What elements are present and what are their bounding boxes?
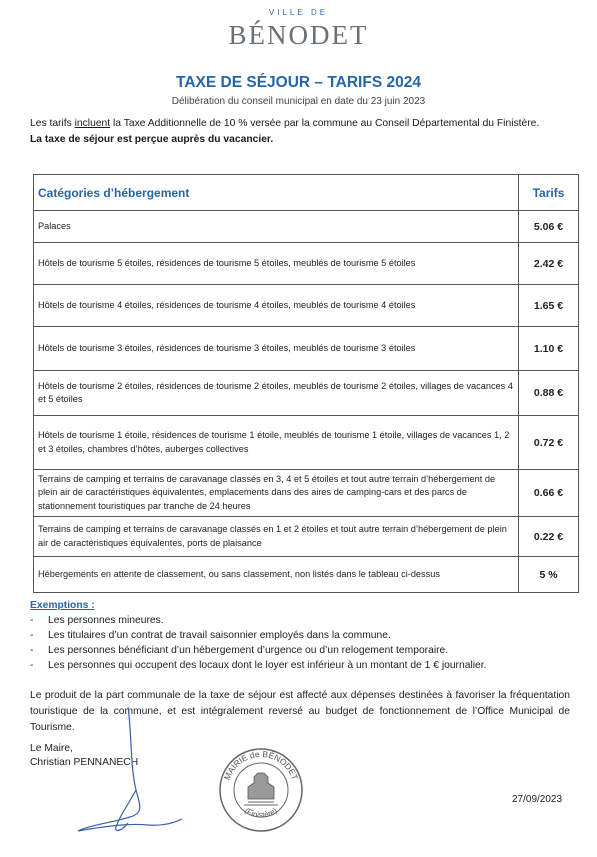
- intro-text: [30, 116, 578, 148]
- bullet-dash: -: [30, 630, 34, 641]
- table-header-row: [34, 175, 579, 211]
- page-subtitle: Délibération du conseil municipal en date du 23 juin 2023: [171, 96, 426, 107]
- exemptions-title: Exemptions :: [30, 600, 95, 611]
- signatory-role: Le Maire,: [30, 743, 73, 754]
- table-row: [34, 371, 579, 416]
- commune-logo: [0, 8, 597, 51]
- intro-line-2: La taxe de séjour est perçue auprès du vacancier.: [30, 134, 274, 145]
- row-tarif: 0.88 €: [519, 371, 579, 416]
- signatory-name: Christian PENNANECH: [30, 757, 139, 768]
- row-tarif: 2.42 €: [519, 243, 579, 285]
- header-categories: Catégories d’hébergement: [34, 175, 519, 211]
- table-row: [34, 470, 579, 517]
- table-row: [34, 327, 579, 371]
- row-category: Terrains de camping et terrains de caravanage classés en 3, 4 et 5 étoiles et tout autre terrain d’hébergement de plein air de caractéristiques équivalentes, emplacements dans des aires de camping-cars et des parcs de stationnement touristiques par tranche de 24 heures: [34, 470, 519, 517]
- bullet-dash: -: [30, 660, 34, 671]
- row-category: Hôtels de tourisme 3 étoiles, résidences de tourisme 3 étoiles, meublés de tourisme 3 étoiles: [34, 327, 519, 371]
- row-category: Hébergements en attente de classement, ou sans classement, non listés dans le tableau ci-dessus: [34, 557, 519, 593]
- row-tarif: 1.10 €: [519, 327, 579, 371]
- row-tarif: 1.65 €: [519, 285, 579, 327]
- stamp-bottom-text: (Finistère): [242, 806, 280, 820]
- logo-ville-de: VILLE DE: [268, 8, 329, 17]
- table-row: [34, 416, 579, 470]
- row-tarif: 5.06 €: [519, 211, 579, 243]
- tarifs-table: [33, 174, 579, 593]
- exemption-text: Les personnes bénéficiant d’un hébergement d’urgence ou d’un relogement temporaire.: [48, 645, 449, 656]
- page-title: TAXE DE SÉJOUR – TARIFS 2024: [176, 74, 421, 91]
- bullet-dash: -: [30, 645, 34, 656]
- exemption-text: Les personnes mineures.: [48, 615, 164, 626]
- row-tarif: 5 %: [519, 557, 579, 593]
- row-category: Hôtels de tourisme 4 étoiles, résidences de tourisme 4 étoiles, meublés de tourisme 4 étoiles: [34, 285, 519, 327]
- row-category: Hôtels de tourisme 2 étoiles, résidences de tourisme 2 étoiles, meublés de tourisme 2 étoiles, villages de vacances 4 et 5 étoiles: [34, 371, 519, 416]
- intro-underlined: incluent: [74, 118, 111, 129]
- row-tarif: 0.66 €: [519, 470, 579, 517]
- table-row: [34, 557, 579, 593]
- row-category: Hôtels de tourisme 5 étoiles, résidences de tourisme 5 étoiles, meublés de tourisme 5 étoiles: [34, 243, 519, 285]
- row-category: Hôtels de tourisme 1 étoile, résidences de tourisme 1 étoile, meublés de tourisme 1 étoile, villages de vacances 1, 2 et 3 étoiles, chambres d’hôtes, auberges collectives: [34, 416, 519, 470]
- list-item: [30, 643, 580, 658]
- bullet-dash: -: [30, 615, 34, 626]
- logo-benodet: BÉNODET: [228, 20, 369, 50]
- exemption-text: Les personnes qui occupent des locaux dont le loyer est inférieur à un montant de 1 € journalier.: [48, 660, 487, 671]
- table-row: [34, 285, 579, 327]
- header-tarifs: Tarifs: [519, 175, 579, 211]
- intro-line-1: [30, 116, 578, 132]
- mairie-stamp: [218, 747, 304, 833]
- intro-prefix: Les tarifs: [30, 118, 75, 129]
- budget-paragraph: Le produit de la part communale de la taxe de séjour est affecté aux dépenses destinées à favoriser la fréquentation touristique de la commune, et est intégralement reversé au budget de fonctionnement de l’Office Municipal de Tourisme.: [30, 690, 570, 733]
- table-row: [34, 517, 579, 557]
- list-item: [30, 613, 580, 628]
- intro-suffix: la Taxe Additionnelle de 10 % versée par la commune au Conseil Départemental du Finistère.: [110, 118, 540, 129]
- handwritten-signature: [70, 705, 190, 845]
- row-category: Terrains de camping et terrains de caravanage classés en 1 et 2 étoiles et tout autre terrain d’hébergement de plein air de caractéristiques équivalentes, ports de plaisance: [34, 517, 519, 557]
- exemption-text: Les titulaires d’un contrat de travail saisonnier employés dans la commune.: [48, 630, 391, 641]
- list-item: [30, 658, 580, 673]
- document-date: 27/09/2023: [512, 794, 563, 805]
- table-row: [34, 243, 579, 285]
- row-tarif: 0.72 €: [519, 416, 579, 470]
- list-item: [30, 628, 580, 643]
- table-row: [34, 211, 579, 243]
- stamp-top-text: MAIRIE de BÉNODET: [221, 748, 301, 782]
- row-tarif: 0.22 €: [519, 517, 579, 557]
- row-category: Palaces: [34, 211, 519, 243]
- exemptions-section: [30, 600, 580, 673]
